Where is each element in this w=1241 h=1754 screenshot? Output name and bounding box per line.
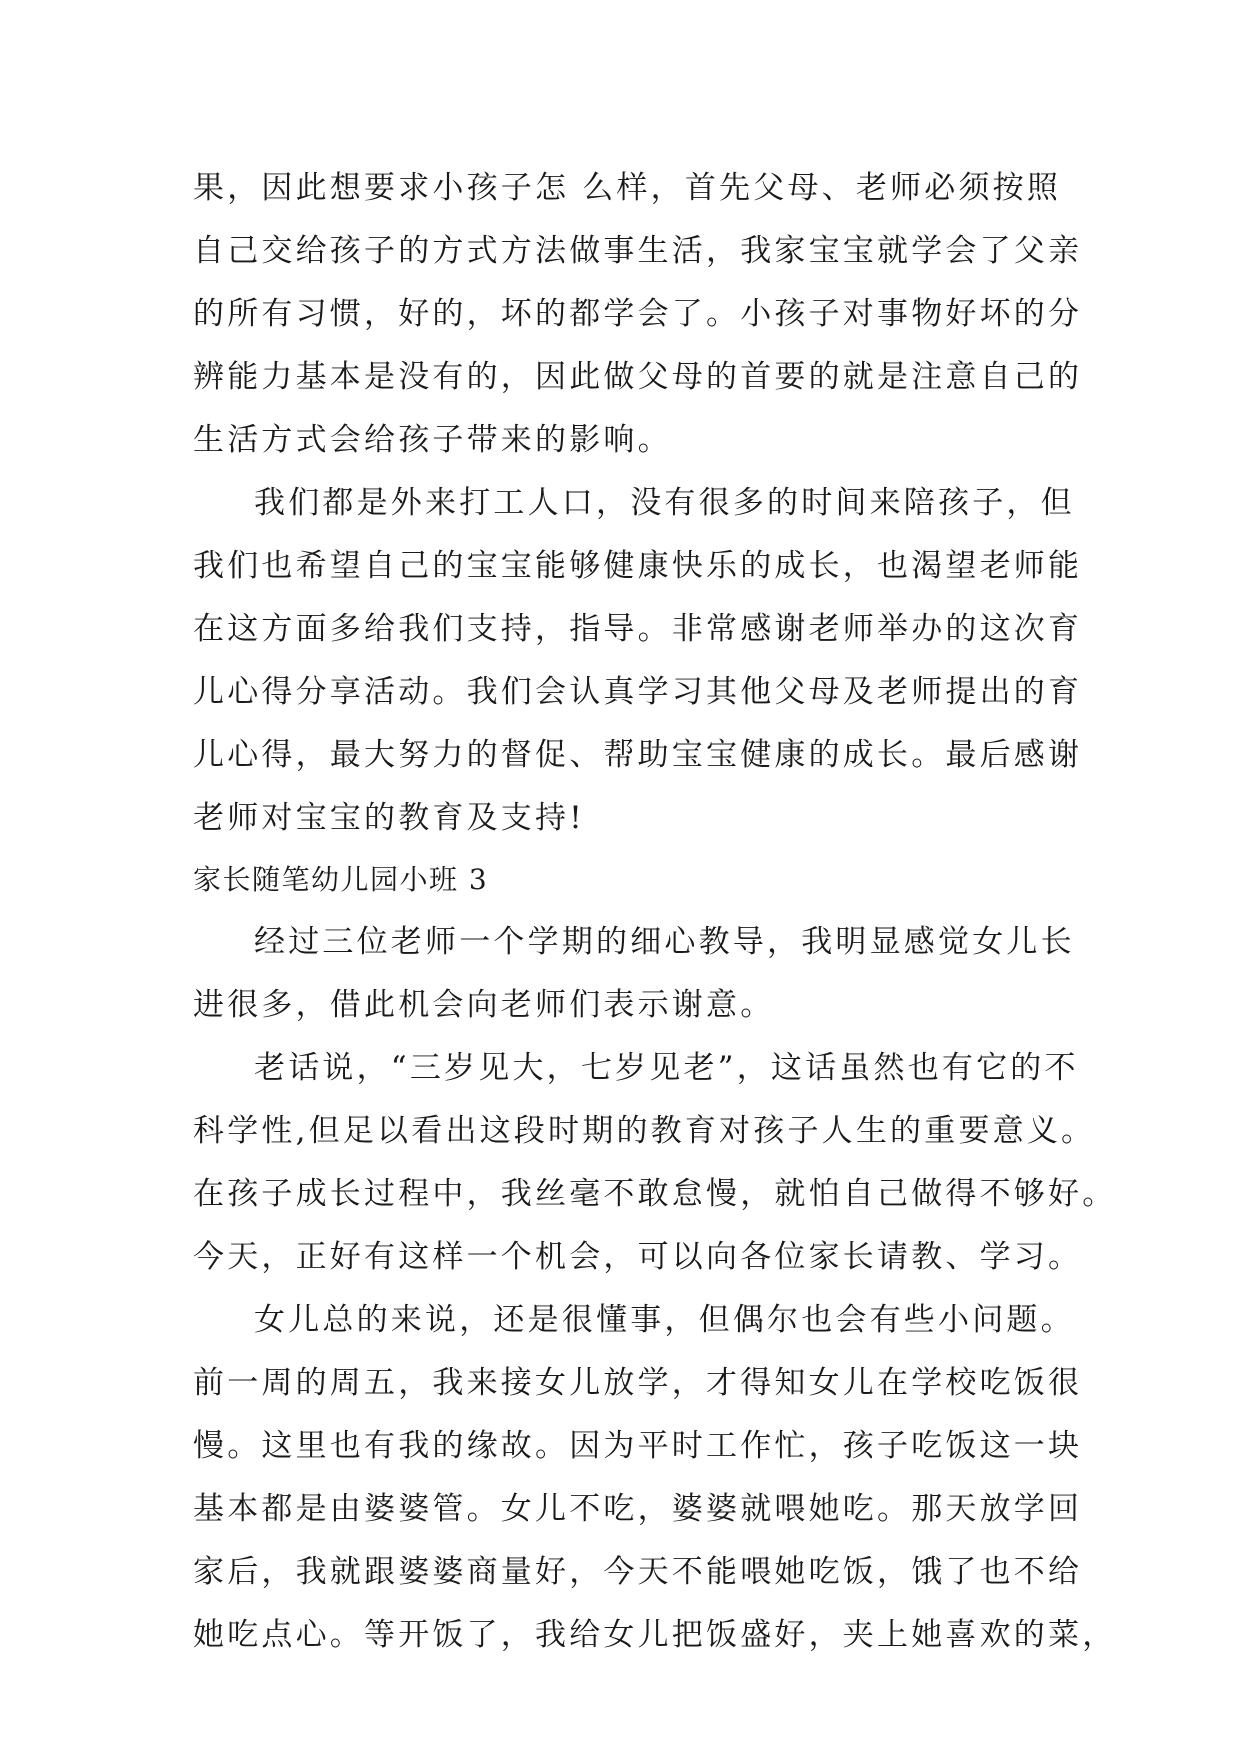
text-line: 儿心得分享活动。我们会认真学习其他父母及老师提出的育 — [193, 674, 1083, 710]
text-line: 进很多，借此机会向老师们表示谢意。 — [193, 987, 775, 1023]
section-heading: 家长随笔幼儿园小班 3 — [193, 863, 489, 896]
text-line: 在孩子成长过程中，我丝毫不敢怠慢，就怕自己做得不够好。 — [193, 1176, 1117, 1212]
text-line: 我们都是外来打工人口，没有很多的时间来陪孩子，但 — [254, 485, 1075, 521]
text-line: 在这方面多给我们支持，指导。非常感谢老师举办的这次育 — [193, 611, 1083, 647]
text-line: 儿心得，最大努力的督促、帮助宝宝健康的成长。最后感谢 — [193, 737, 1083, 773]
text-line: 生活方式会给孩子带来的影响。 — [193, 422, 672, 458]
text-line: 的所有习惯，好的，坏的都学会了。小孩子对事物好坏的分 — [193, 296, 1083, 332]
text-line: 她吃点心。等开饭了，我给女儿把饭盛好，夹上她喜欢的菜， — [193, 1617, 1117, 1653]
text-line: 科学性,但足以看出这段时期的教育对孩子人生的重要意义。 — [193, 1113, 1096, 1149]
text-line: 果，因此想要求小孩子怎 么样，首先父母、老师必须按照 — [193, 170, 1062, 206]
text-line: 辨能力基本是没有的，因此做父母的首要的就是注意自己的 — [193, 359, 1083, 395]
text-line: 我们也希望自己的宝宝能够健康快乐的成长，也渴望老师能 — [193, 548, 1083, 584]
text-line: 家后，我就跟婆婆商量好，今天不能喂她吃饭，饿了也不给 — [193, 1554, 1083, 1590]
text-line: 老话说，“三岁见大，七岁见老”，这话虽然也有它的不 — [254, 1050, 1079, 1086]
text-line: 慢。这里也有我的缘故。因为平时工作忙，孩子吃饭这一块 — [193, 1428, 1083, 1464]
text-line: 经过三位老师一个学期的细心教导，我明显感觉女儿长 — [254, 924, 1075, 960]
text-line: 基本都是由婆婆管。女儿不吃，婆婆就喂她吃。那天放学回 — [193, 1491, 1083, 1527]
text-line: 女儿总的来说，还是很懂事，但偶尔也会有些小问题。 — [254, 1302, 1075, 1338]
text-line: 前一周的周五，我来接女儿放学，才得知女儿在学校吃饭很 — [193, 1365, 1083, 1401]
text-line: 自己交给孩子的方式方法做事生活，我家宝宝就学会了父亲 — [193, 233, 1083, 269]
text-line: 老师对宝宝的教育及支持! — [193, 800, 585, 836]
text-line: 今天，正好有这样一个机会，可以向各位家长请教、学习。 — [193, 1239, 1083, 1275]
